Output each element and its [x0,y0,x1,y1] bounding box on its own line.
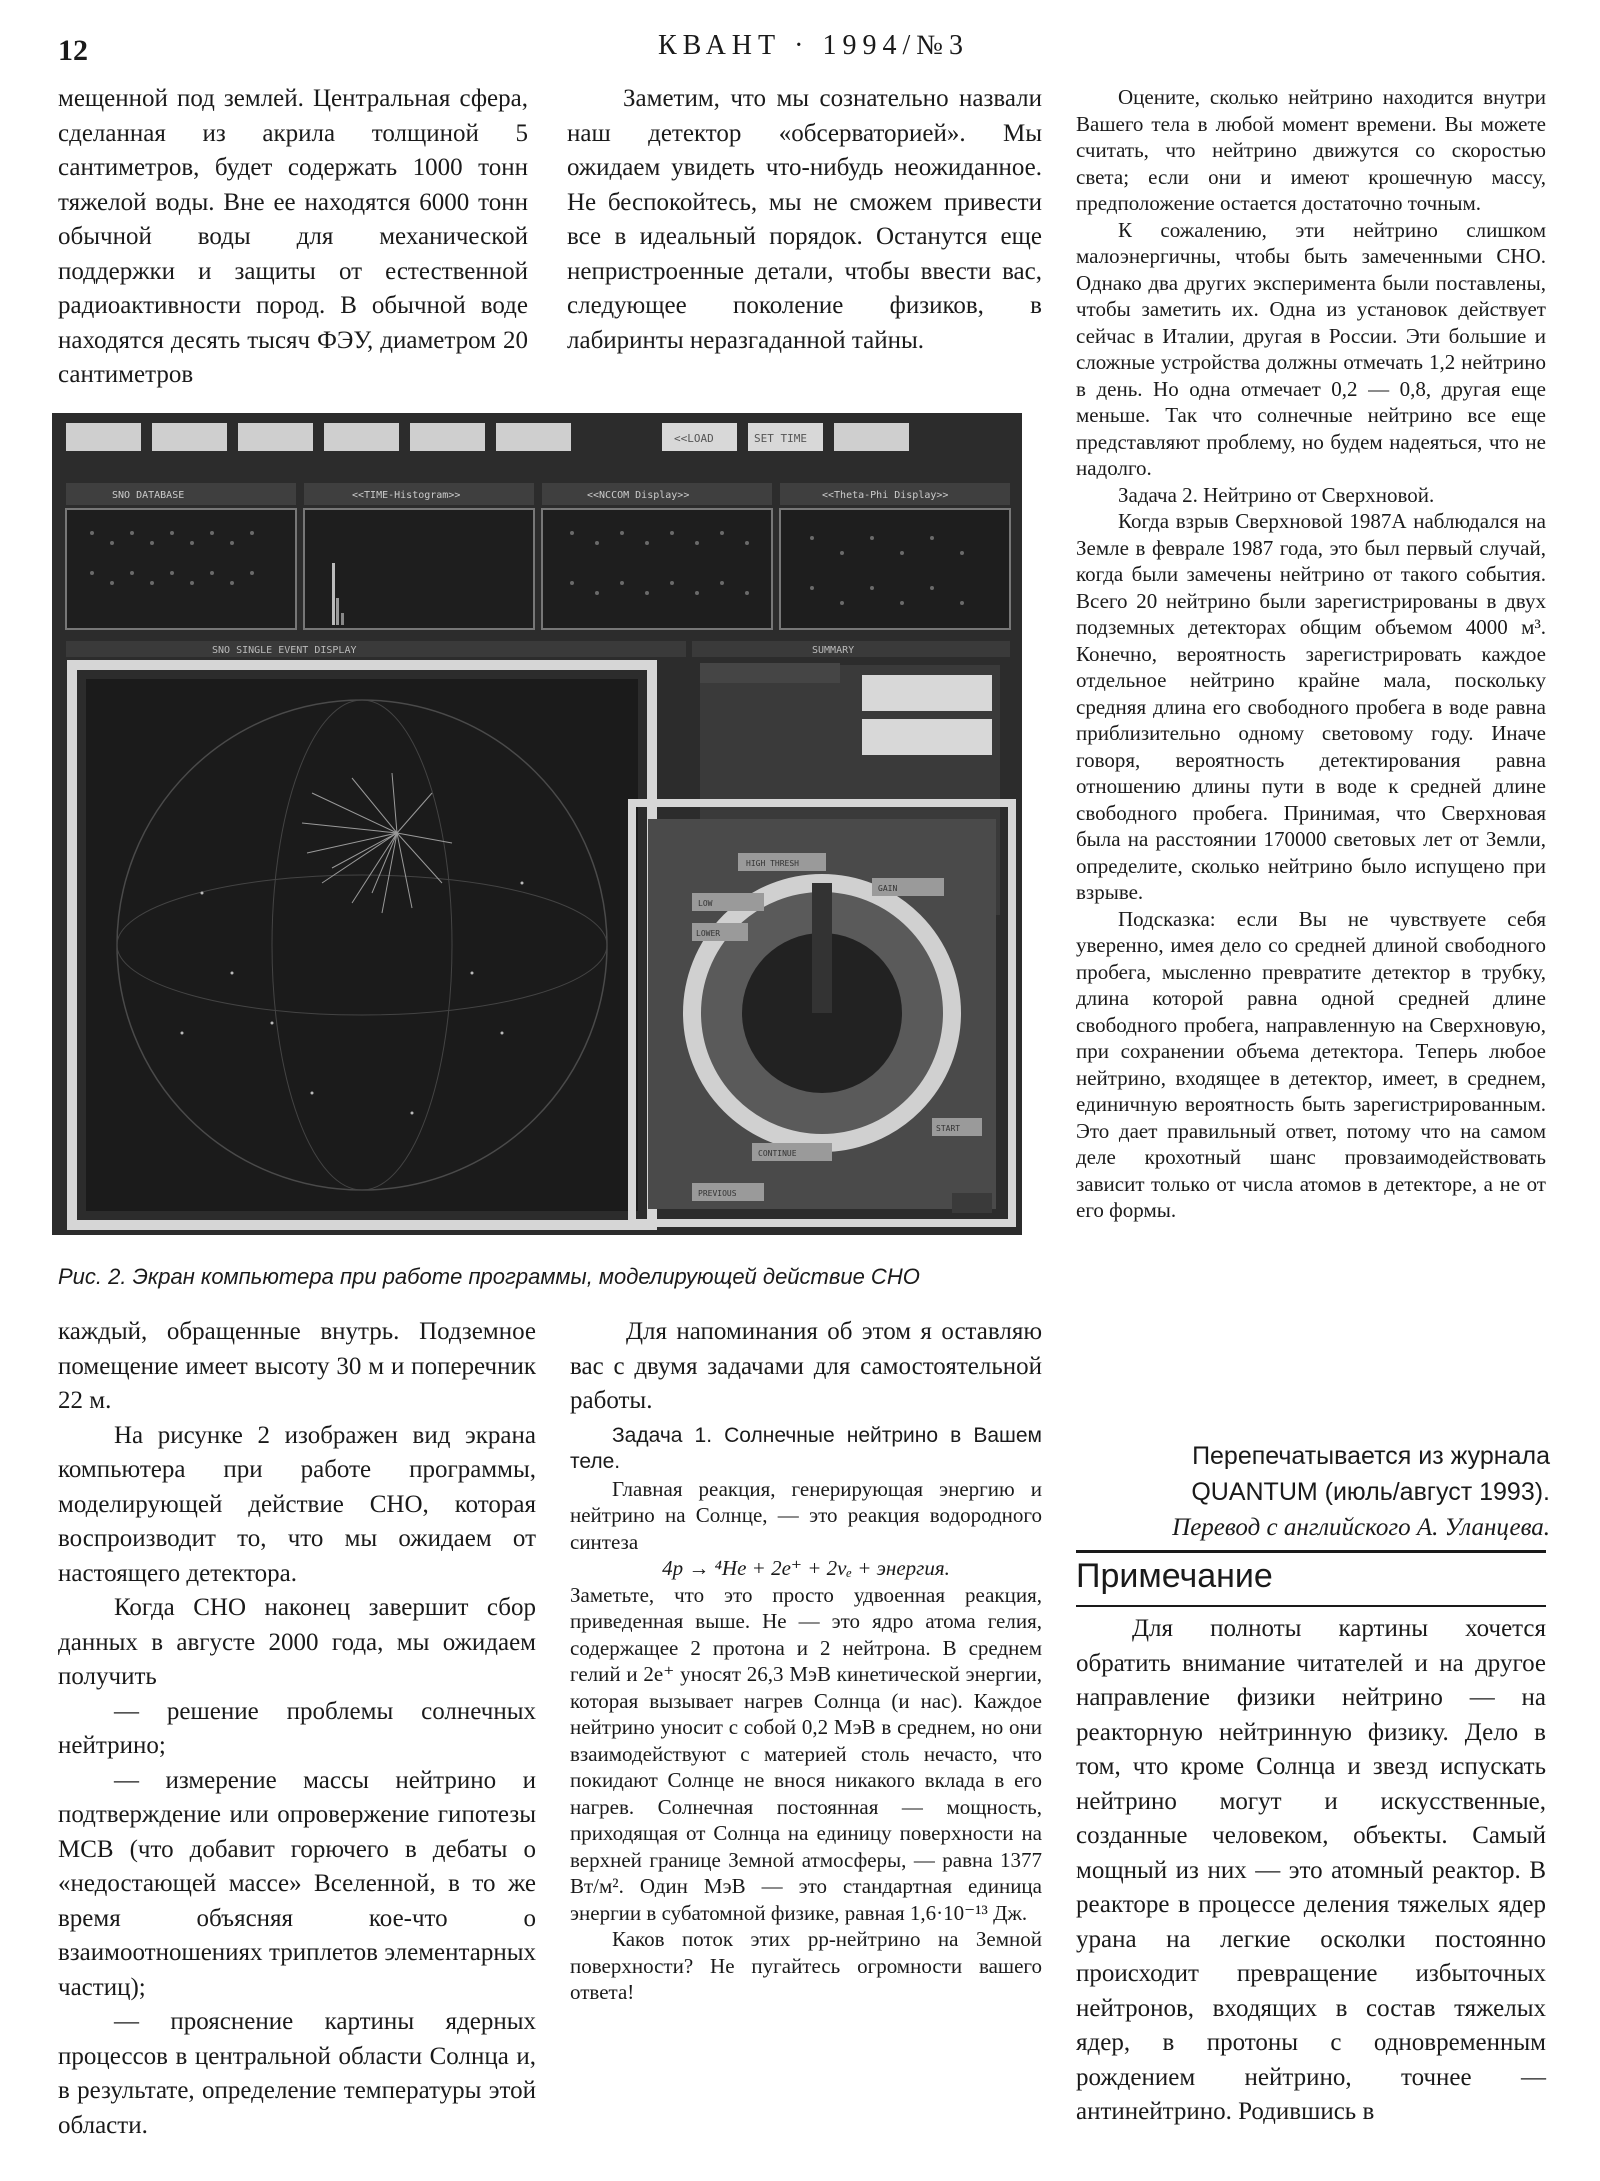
page-number: 12 [58,34,88,67]
task-2-title: Задача 2. Нейтрино от Сверхновой. [1118,482,1435,507]
reprint-credit [1060,1438,1550,1546]
panel-title-nccom: <<NCCOM Display>> [587,490,690,501]
note-heading: Примечание [1076,1550,1546,1607]
reprint-line-1: Перепечатывается из журнала [1192,1442,1550,1470]
column-3 [1076,84,1546,1224]
page-header [58,30,1542,70]
event-display-title: SNO SINGLE EVENT DISPLAY [212,645,357,656]
dial-label-high: HIGH THRESH [746,859,799,868]
list-item: — измерение массы нейтрино и подтверждение или опровержение гипотезы МСВ (что добавит горючего в дебаты о «недостающей массе» Вселенной, в то же время объясняя кое-что о взаимоотношениях триплетов элементарных частиц); [58,1766,536,2001]
column-2-top [567,82,1042,358]
dial-label-gain: GAIN [878,884,898,893]
paragraph: мещенной под землей. Центральная сфера, сделанная из акрила толщиной 5 сантиметров, будет содержать 1000 тонн тяжелой воды. Вне ее находятся 6000 тонн обычной воды для механической поддержки и защиты от естественной радиоактивности пород. В обычной воде находятся десять тысяч ФЭУ, диаметром 20 сантиметров [58,85,528,388]
dial-label-continue: CONTINUE [758,1149,797,1158]
paragraph: Для напоминания об этом я оставляю вас с двумя задачами для самостоятельной работы. [570,1318,1042,1414]
translator-line: Перевод с английского А. Уланцева. [1172,1514,1550,1541]
paragraph: Когда взрыв Сверхновой 1987А наблюдался на Земле в феврале 1987 года, это был первый случай, когда были замечены нейтрино от такого события. Всего 20 нейтрино были зарегистрированы в двух подземных детекторах общим объемом 4000 м³. Конечно, вероятность зарегистрировать каждое отдельное нейтрино крайне мала, поскольку средняя длина его свободного пробега в воде равна приблизительно одному световому году. Иначе говоря, вероятность детектирования равна отношению длины пути в воде к средней длине свободного пробега. Принимая, что Сверхновая была на расстоянии 170000 световых лет от Земли, определите, сколько нейтрино было испущено при взрыве. [1076,509,1546,904]
reaction-formula: 4p → ⁴He + 2e⁺ + 2νₑ + энергия. [662,1556,950,1580]
sno-display-illustration [52,413,1022,1235]
toolbar-load-label: <<LOAD [674,432,714,445]
dial-label-lower: LOWER [696,929,721,938]
column-2-bottom [570,1315,1042,2006]
dial-panel [632,803,1012,1223]
paragraph: Каков поток этих pp-нейтрино на Земной поверхности? Не пугайтесь огромности вашего ответа! [570,1927,1042,2004]
figure-caption: Рис. 2. Экран компьютера при работе программы, моделирующей действие СНО [58,1264,920,1289]
column-1-top [58,82,528,393]
dial-label-start: START [936,1124,961,1133]
paragraph: каждый, обращенные внутрь. Подземное помещение имеет высоту 30 м и поперечник 22 м. [58,1318,536,1414]
list-item: — прояснение картины ядерных процессов в центральной области Солнца и, в результате, определение температуры этой области. [58,2008,536,2139]
panel-title-database: SNO DATABASE [112,490,185,501]
column-1-bottom [58,1315,536,2143]
task-1-title: Задача 1. Солнечные нейтрино в Вашем теле. [570,1423,1042,1473]
summary-title: SUMMARY [812,645,855,656]
figure-screen-photo [52,413,1022,1235]
paragraph: На рисунке 2 изображен вид экрана компьютера при работе программы, моделирующей действие СНО, которая воспроизводит то, что мы ожидаем от настоящего детектора. [58,1421,536,1587]
dial-label-low: LOW [698,899,713,908]
paragraph: Оцените, сколько нейтрино находится внутри Вашего тела в любой момент времени. Вы можете считать, что нейтрино движутся со скоростью света; если они и имеют крошечную массу, предположение остается достаточно точным. [1076,85,1546,215]
panel-title-theta-phi: <<Theta-Phi Display>> [822,490,949,501]
paragraph: Заметьте, что это просто удвоенная реакция, приведенная выше. He — это ядро атома гелия, содержащее 2 протона и 2 нейтрона. В среднем гелий и 2e⁺ уносят 26,3 МэВ кинетической энергии, которая вызывает нагрев Солнца (и нас). Каждое нейтрино уносит с собой 0,2 МэВ в среднем, но они взаимодействуют с материей столь нечасто, что покидают Солнце не внося никакого вклада в его нагрев. Солнечная постоянная — мощность, приходящая от Солнца на единицу поверхности на верхней границе Земной атмосферы, — равна 1377 Вт/м². Один МэВ — это стандартная единица энергии в субатомной физике, равная 1,6·10⁻¹³ Дж. [570,1582,1042,1925]
reprint-line-2: QUANTUM (июль/август 1993). [1191,1478,1550,1506]
list-item: — решение проблемы солнечных нейтрино; [58,1697,536,1759]
dial-label-previous: PREVIOUS [698,1189,737,1198]
paragraph: К сожалению, эти нейтрино слишком малоэнергичны, чтобы быть замеченными СНО. Однако два других эксперимента были поставлены, чтобы заметить их. Одна из установок действует сейчас в Италии, другая в России. Эти большие и сложные устройства должны отмечать 1,2 нейтрино в день. Но одна отмечает 0,2 — 0,8, другая еще меньше. Так что солнечные нейтрино все еще представляют проблему, но будем надеяться, что не надолго. [1076,217,1546,480]
note-body [1076,1612,1546,2130]
panel-title-time-histogram: <<TIME-Histogram>> [352,490,461,501]
paragraph: Для полноты картины хочется обратить внимание читателей и на другое направление физики нейтрино — на реакторную нейтринную физику. Дело в том, что кроме Солнца и звезд испускать нейтрино могут и искусственные, созданные человеком, объекты. Самый мощный из них — это атомный реактор. В реакторе в процессе деления тяжелых ядер урана на легкие осколки постоянно происходит превращение избыточных нейтронов, входящих в состав тяжелых ядер, в протоны с одновременным рождением нейтрино, точнее — антинейтрино. Родившись в [1076,1615,1546,2125]
running-title: КВАНТ · 1994/№3 [658,30,969,61]
paragraph: Когда СНО наконец завершит сбор данных в августе 2000 года, мы ожидаем получить [58,1594,536,1690]
paragraph: Главная реакция, генерирующая энергию и нейтрино на Солнце, — это реакция водородного синтеза [570,1476,1042,1554]
hint-paragraph: Подсказка: если Вы не чувствуете себя уверенно, имея дело со средней длиной свободного пробега, мысленно превратите детектор в трубку, длина которой равна одной средней длине свободного пробега, направленную на Сверхновую, при сохранении объема детектора. Теперь любое нейтрино, входящее в детектор, имеет, в среднем, единичную вероятность быть зарегистрированным. Это дает правильный ответ, потому что на самом деле крохотный шанс провзаимодействовать зависит только от числа атомов в детекторе, а не от его формы. [1076,906,1546,1222]
paragraph: Заметим, что мы сознательно назвали наш детектор «обсерваторией». Мы ожидаем увидеть что-нибудь неожиданное. Не беспокойтесь, мы не сможем привести все в идеальный порядок. Останутся еще непристроенные детали, чтобы ввести вас, следующее поколение физиков, в лабиринты неразгаданной тайны. [567,85,1042,354]
toolbar-settime-label: SET TIME [754,432,807,445]
